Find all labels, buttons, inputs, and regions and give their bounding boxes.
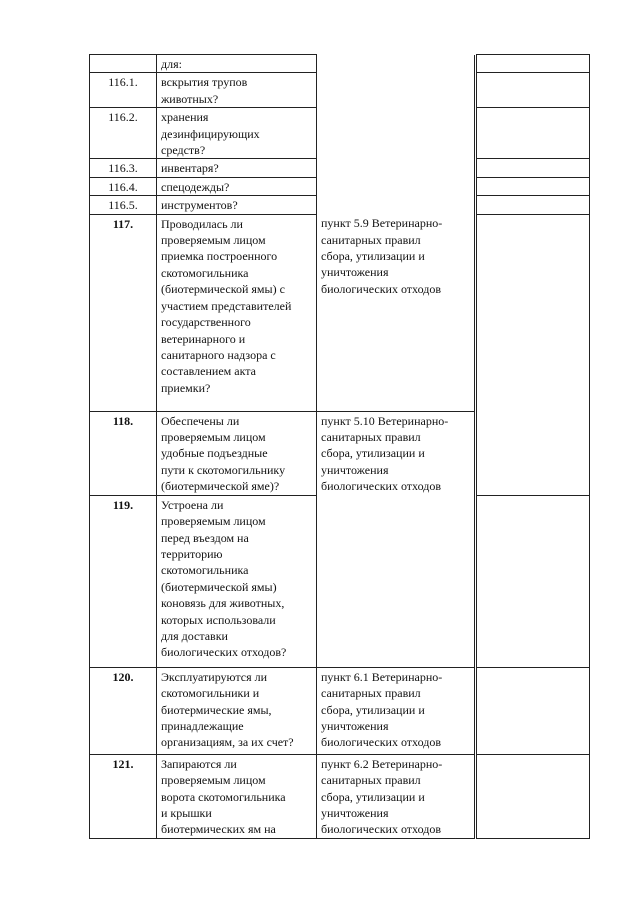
norm-line: сбора, утилизации и — [321, 789, 425, 804]
norm-reference-cell — [317, 55, 475, 215]
question-line: проверяемым лицом — [161, 430, 266, 445]
norm-line: санитарных правил — [321, 430, 421, 445]
answer-cell[interactable] — [477, 55, 590, 73]
item-number: 116.4. — [90, 177, 157, 195]
question-line: биотермические ямы, — [161, 702, 272, 717]
question-line: и крышки — [161, 805, 212, 820]
question-line: проверяемым лицом — [161, 514, 266, 529]
answer-cell[interactable] — [477, 214, 590, 495]
question-line: которых использовали — [161, 612, 276, 627]
question-cell — [157, 177, 317, 195]
norm-line: сбора, утилизации и — [321, 702, 425, 717]
question-line: (биотермической ямы) — [161, 579, 277, 594]
checklist-table-body — [90, 55, 590, 839]
question-cell — [157, 214, 317, 411]
question-line: (биотермической яме)? — [161, 479, 280, 494]
norm-line: санитарных правил — [321, 686, 421, 701]
item-number: 119. — [90, 495, 157, 667]
question-line: инвентаря? — [161, 161, 219, 176]
norm-line: биологических отходов — [321, 735, 441, 750]
question-line: ветеринарного и — [161, 331, 246, 346]
question-line: перед въездом на — [161, 530, 249, 545]
question-line: животных? — [161, 91, 219, 106]
norm-line: санитарных правил — [321, 773, 421, 788]
question-line: Обеспечены ли — [161, 413, 240, 428]
item-number: 121. — [90, 754, 157, 838]
item-number — [90, 55, 157, 73]
question-cell — [157, 73, 317, 108]
question-line: территорию — [161, 546, 223, 561]
question-line: проверяемым лицом — [161, 233, 266, 248]
table-row — [90, 214, 590, 411]
question-line: хранения — [161, 110, 209, 125]
answer-cell[interactable] — [477, 495, 590, 667]
norm-line: пункт 5.9 Ветеринарно- — [321, 216, 443, 231]
answer-cell[interactable] — [477, 177, 590, 195]
question-cell — [157, 55, 317, 73]
norm-line: биологических отходов — [321, 479, 441, 494]
question-line: биологических отходов? — [161, 645, 287, 660]
item-number: 116.1. — [90, 73, 157, 108]
answer-cell[interactable] — [477, 754, 590, 838]
question-line: (биотермической ямы) с — [161, 282, 285, 297]
norm-line: пункт 6.1 Ветеринарно- — [321, 669, 443, 684]
question-cell — [157, 667, 317, 754]
item-number: 116.2. — [90, 108, 157, 159]
question-line: приемки? — [161, 380, 211, 395]
question-line: дезинфицирующих — [161, 126, 260, 141]
question-line: пути к скотомогильнику — [161, 462, 286, 477]
answer-cell[interactable] — [477, 108, 590, 159]
item-number: 117. — [90, 214, 157, 411]
item-number: 116.3. — [90, 159, 157, 177]
norm-reference-cell — [317, 411, 475, 667]
checklist-table — [89, 54, 590, 839]
question-line: коновязь для животных, — [161, 596, 285, 611]
norm-line: пункт 5.10 Ветеринарно- — [321, 413, 449, 428]
question-cell — [157, 754, 317, 838]
column-gap — [475, 411, 477, 495]
question-line: биотермических ям на — [161, 822, 276, 837]
question-line: средств? — [161, 143, 206, 158]
norm-line: сбора, утилизации и — [321, 446, 425, 461]
question-line: Проводилась ли — [161, 216, 243, 231]
question-line: удобные подъездные — [161, 446, 268, 461]
norm-line: уничтожения — [321, 265, 389, 280]
norm-line: биологических отходов — [321, 281, 441, 296]
question-line: проверяемым лицом — [161, 773, 266, 788]
norm-line: уничтожения — [321, 462, 389, 477]
question-cell — [157, 159, 317, 177]
question-line: участием представителей — [161, 298, 292, 313]
norm-line: биологических отходов — [321, 822, 441, 837]
question-line: Устроена ли — [161, 497, 224, 512]
norm-line: пункт 6.2 Ветеринарно- — [321, 756, 443, 771]
question-line: приемка построенного — [161, 249, 278, 264]
question-line: для: — [161, 57, 182, 71]
question-line: Эксплуатируются ли — [161, 669, 268, 684]
question-cell — [157, 108, 317, 159]
question-line: скотомогильника — [161, 265, 249, 280]
question-line: инструментов? — [161, 198, 238, 213]
question-line: вскрытия трупов — [161, 75, 248, 90]
question-line: Запираются ли — [161, 756, 237, 771]
answer-cell[interactable] — [477, 667, 590, 754]
norm-line: сбора, утилизации и — [321, 248, 425, 263]
answer-cell[interactable] — [477, 73, 590, 108]
item-number: 118. — [90, 411, 157, 495]
question-line: организациям, за их счет? — [161, 735, 294, 750]
norm-reference-cell — [317, 754, 475, 838]
norm-line: санитарных правил — [321, 232, 421, 247]
item-number: 120. — [90, 667, 157, 754]
question-cell — [157, 196, 317, 214]
answer-cell[interactable] — [477, 196, 590, 214]
norm-line: уничтожения — [321, 805, 389, 820]
question-line: санитарного надзора с — [161, 347, 276, 362]
question-line: спецодежды? — [161, 179, 230, 194]
table-row — [90, 55, 590, 73]
question-line: скотомогильника — [161, 563, 249, 578]
question-line: ворота скотомогильника — [161, 789, 286, 804]
question-cell — [157, 495, 317, 667]
question-line: принадлежащие — [161, 718, 244, 733]
question-line: составлением акта — [161, 364, 256, 379]
question-cell — [157, 411, 317, 495]
item-number: 116.5. — [90, 196, 157, 214]
norm-line: уничтожения — [321, 718, 389, 733]
norm-reference-cell — [317, 667, 475, 754]
answer-cell[interactable] — [477, 159, 590, 177]
norm-reference-cell — [317, 214, 475, 411]
table-row — [90, 754, 590, 838]
table-row — [90, 667, 590, 754]
question-line: скотомогильники и — [161, 686, 260, 701]
question-line: государственного — [161, 315, 251, 330]
question-line: для доставки — [161, 628, 228, 643]
